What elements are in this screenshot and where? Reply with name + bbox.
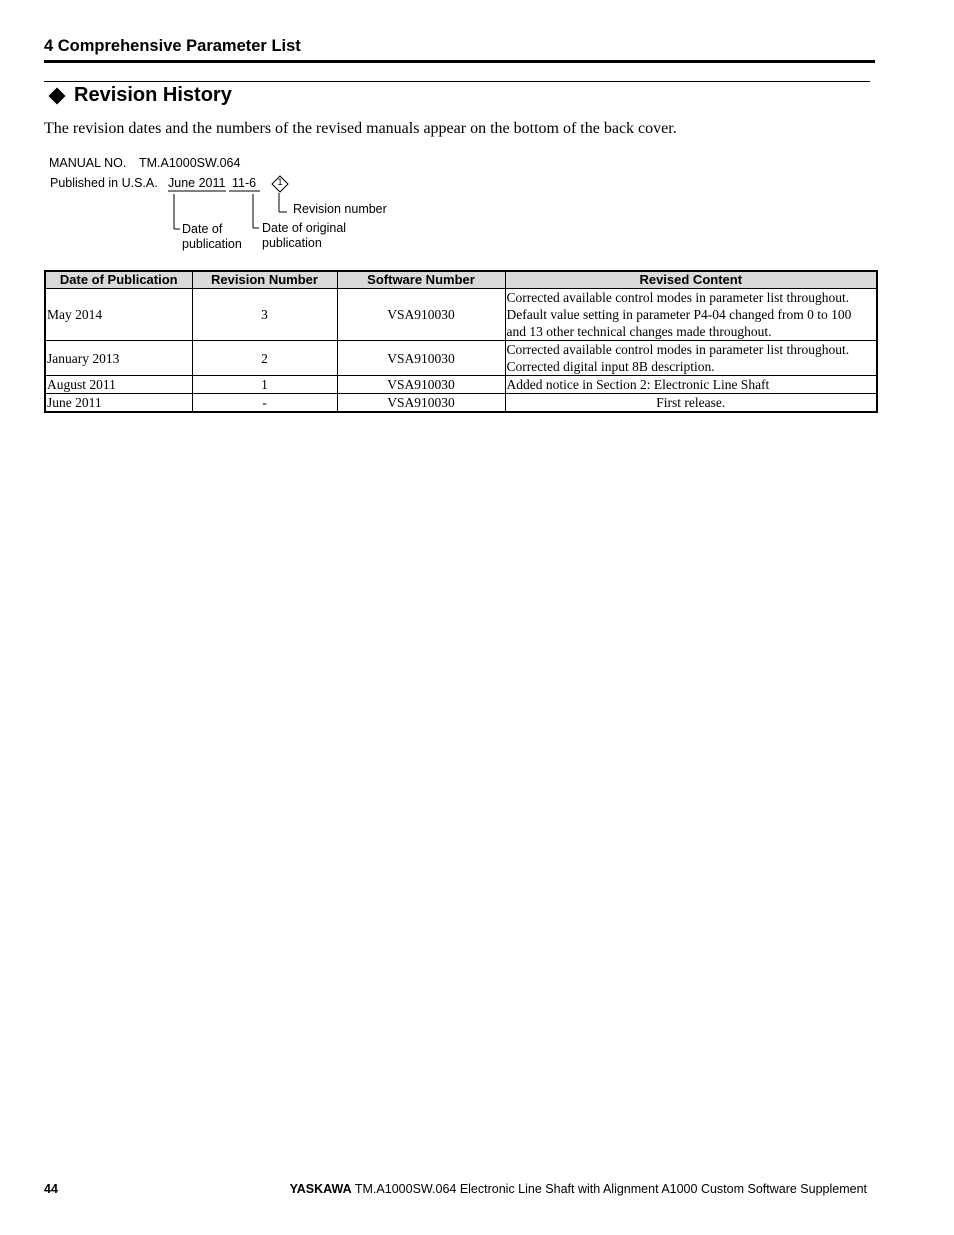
manual-no-label: MANUAL NO. xyxy=(49,156,127,170)
original-date-code: 11-6 xyxy=(232,176,257,190)
header-date-of-publication: Date of Publication xyxy=(45,271,192,289)
section-rule xyxy=(44,81,870,82)
cell-software: VSA910030 xyxy=(337,341,505,376)
cell-revision: 1 xyxy=(192,376,337,394)
cell-software: VSA910030 xyxy=(337,376,505,394)
section-heading xyxy=(48,84,232,107)
cell-software: VSA910030 xyxy=(337,394,505,413)
cell-revision: - xyxy=(192,394,337,413)
page-header-title: 4 Comprehensive Parameter List xyxy=(44,37,301,55)
table-row xyxy=(45,394,877,413)
cell-content: Corrected available control modes in parameter list throughout. Corrected digital input 8B description. xyxy=(505,341,877,376)
header-rule xyxy=(44,60,875,63)
header-revision-number: Revision Number xyxy=(192,271,337,289)
cell-revision: 3 xyxy=(192,289,337,341)
footer-text xyxy=(290,1182,867,1196)
revision-number-label: Revision number xyxy=(293,202,387,216)
cell-date: May 2014 xyxy=(45,289,192,341)
date-of-publication-label: Date of publication xyxy=(182,222,242,251)
diamond-bullet-icon xyxy=(49,87,66,104)
revision-table xyxy=(44,270,878,413)
footer-brand: YASKAWA xyxy=(289,1182,352,1196)
cell-date: January 2013 xyxy=(45,341,192,376)
footer-document-title: TM.A1000SW.064 Electronic Line Shaft with Alignment A1000 Custom Software Supplement xyxy=(354,1182,867,1196)
published-label: Published in U.S.A. xyxy=(50,176,158,190)
header-software-number: Software Number xyxy=(337,271,505,289)
table-row xyxy=(45,289,877,341)
header-revised-content: Revised Content xyxy=(505,271,877,289)
cell-content: Corrected available control modes in parameter list throughout. Default value setting in parameter P4-04 changed from 0 to 100 and 13 other technical changes made throughout. xyxy=(505,289,877,341)
cell-date: August 2011 xyxy=(45,376,192,394)
date-of-original-label: Date of original publication xyxy=(262,221,347,250)
table-row xyxy=(45,376,877,394)
cell-content: First release. xyxy=(505,394,877,413)
page-number: 44 xyxy=(44,1182,58,1196)
revision-symbol: 1 xyxy=(277,177,283,187)
cell-date: June 2011 xyxy=(45,394,192,413)
cell-revision: 2 xyxy=(192,341,337,376)
cell-software: VSA910030 xyxy=(337,289,505,341)
intro-paragraph: The revision dates and the numbers of the revised manuals appear on the bottom of the back cover. xyxy=(44,120,677,137)
publication-date: June 2011 xyxy=(168,176,226,190)
manual-number: TM.A1000SW.064 xyxy=(139,156,241,170)
table-row xyxy=(45,341,877,376)
section-title: Revision History xyxy=(74,84,232,106)
table-header-row xyxy=(45,271,877,289)
cell-content: Added notice in Section 2: Electronic Line Shaft xyxy=(505,376,877,394)
